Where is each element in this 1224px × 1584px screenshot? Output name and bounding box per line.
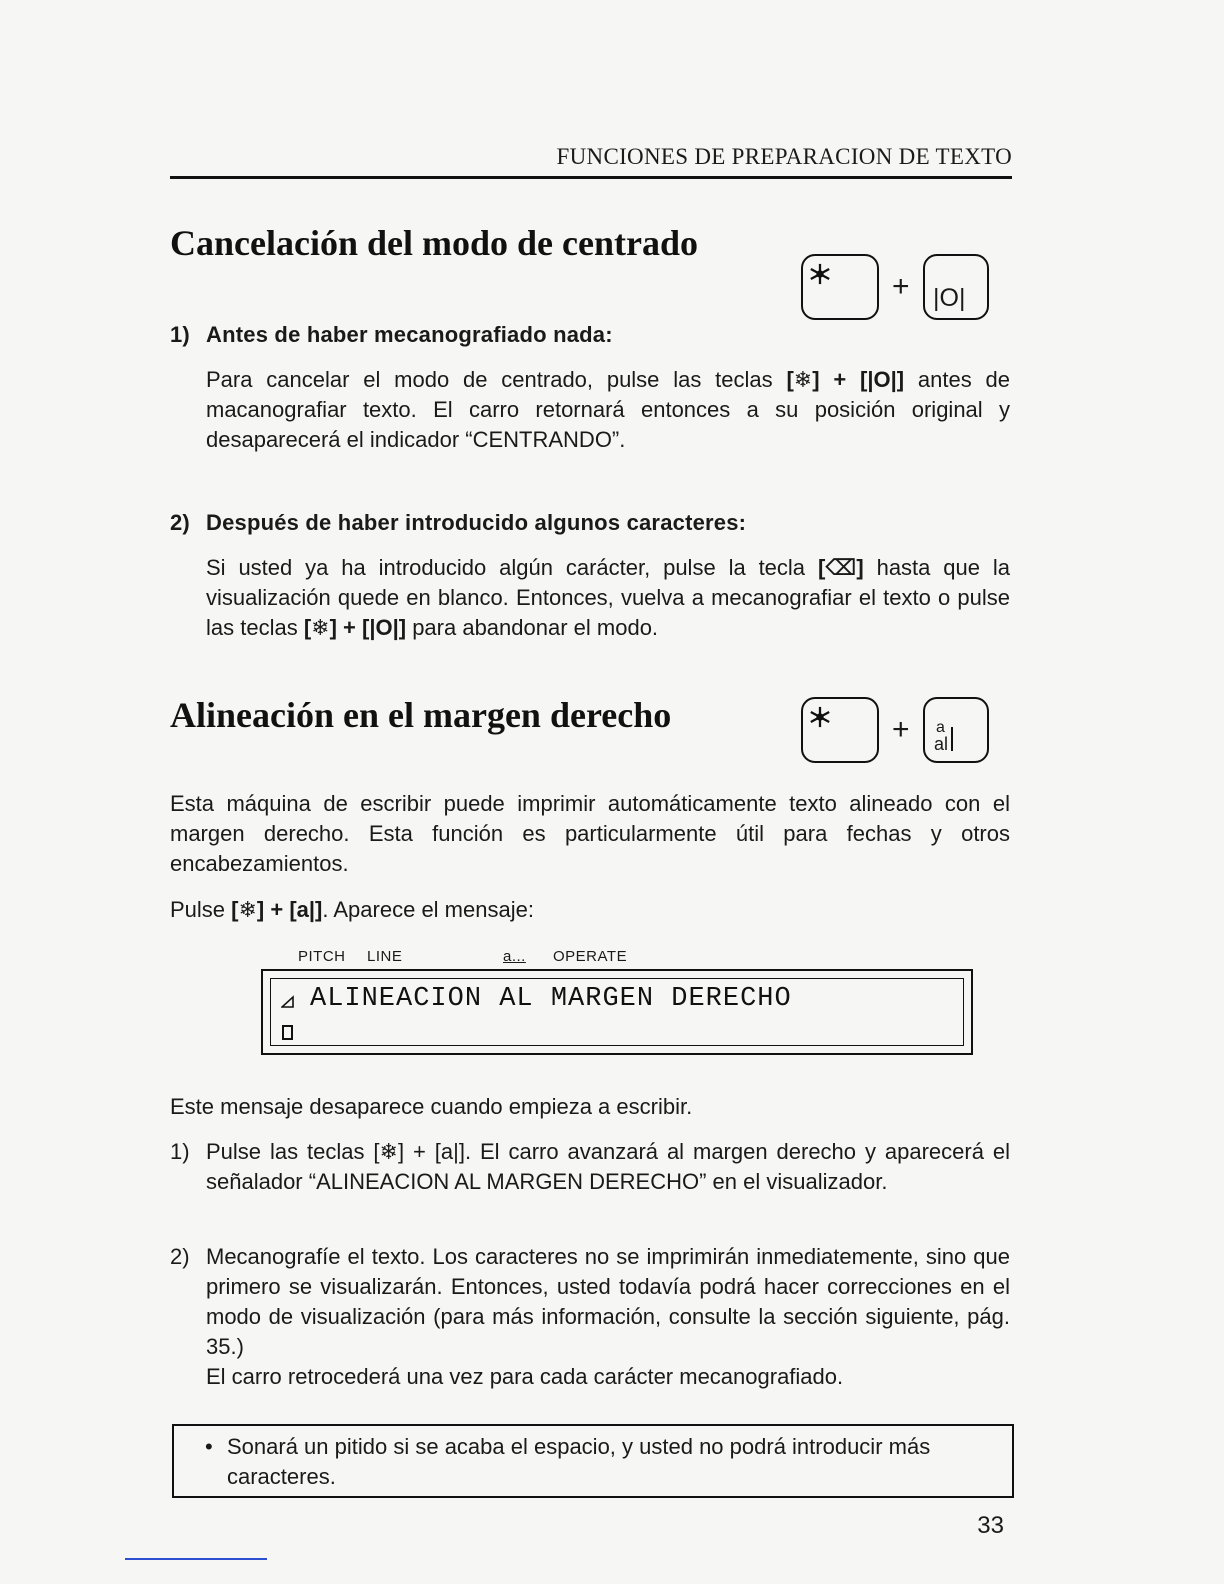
item1-text-a: Para cancelar el modo de centrado, pulse las teclas	[206, 367, 787, 392]
snowflake-icon	[809, 706, 831, 728]
list-item	[170, 1137, 1010, 1197]
snowflake-icon	[809, 263, 831, 285]
item2-plus: +	[336, 615, 362, 640]
step2-number: 2)	[170, 1244, 190, 1269]
right-align-intro: Esta máquina de escribir puede imprimir automáticamente texto alineado con el margen derecho. Esta función es particularmente útil para fechas y otros encabezamientos.	[170, 791, 1010, 876]
item2-text-c: para abandonar el modo.	[406, 615, 659, 640]
note-text	[205, 1432, 1005, 1492]
after-display-text: Este mensaje desaparece cuando empieza a escribir.	[170, 1094, 693, 1119]
item1-heading-text: Antes de haber mecanografiado nada:	[206, 322, 613, 347]
bottom-rule	[125, 1558, 267, 1560]
list-item	[170, 1242, 1010, 1392]
press-key-align: [a|]	[289, 897, 323, 922]
lcd-caption-pitch: PITCH	[298, 948, 346, 965]
align-key-label-bottom: al	[934, 734, 949, 754]
item1-text-b: antes de macanografiar texto. El carro retornará entonces a su posición original y desaparecerá el indicador “CENTRANDO”.	[206, 367, 1010, 452]
plus-sign: +	[892, 270, 910, 303]
align-key-bar	[951, 727, 953, 751]
item2-key-delete: [⌫]	[817, 555, 864, 580]
item2-text-b: hasta que la visualización quede en blanco. Entonces, vuelva a mecanografiar el texto o pulse las teclas	[206, 555, 1010, 640]
align-key	[923, 697, 989, 763]
step1-text: Pulse las teclas [❄] + [a|]. El carro avanzará al margen derecho y aparecerá el señalador “ALINEACION AL MARGEN DERECHO” en el visualizador.	[206, 1139, 1010, 1194]
item2-key-code: [❄]	[303, 615, 337, 640]
plus-sign-2: +	[892, 713, 910, 746]
right-align-indicator-icon	[281, 993, 295, 1014]
lcd-message: ALINEACION AL MARGEN DERECHO	[310, 984, 792, 1014]
center-key-label: |O|	[933, 284, 966, 312]
page-number: 33	[977, 1512, 1004, 1539]
press-text-a: Pulse	[170, 897, 232, 922]
item2-number: 2)	[170, 510, 190, 535]
lcd-cursor	[282, 1025, 293, 1040]
code-key-2	[801, 697, 879, 763]
item2-paragraph	[206, 553, 1010, 643]
item2-key-center: [|O|]	[362, 615, 407, 640]
lcd-caption-line: LINE	[367, 948, 403, 965]
lcd-caption-operate: OPERATE	[553, 948, 628, 965]
item2-text-a: Si usted ya ha introducido algún carácter, pulse la tecla	[206, 555, 818, 580]
press-text-b: . Aparece el mensaje:	[322, 897, 534, 922]
center-key	[923, 254, 989, 320]
press-key-code: [❄]	[231, 897, 265, 922]
item1-paragraph	[206, 365, 1010, 455]
item1-heading	[170, 322, 613, 348]
item1-key-code: [❄]	[786, 367, 820, 392]
step2-text2: El carro retrocederá una vez para cada carácter mecanografiado.	[206, 1364, 844, 1389]
code-key	[801, 254, 879, 320]
section-title-centering-cancel: Cancelación del modo de centrado	[170, 223, 698, 263]
item1-plus: +	[819, 367, 861, 392]
step2-text: Mecanografíe el texto. Los caracteres no se imprimirán inmediatemente, sino que primero se visualizarán. Entonces, usted todavía podrá hacer correcciones en el modo de visualización (para más información, consulte la sección siguiente, pág. 35.)	[206, 1244, 1010, 1359]
item2-heading	[170, 510, 746, 536]
align-key-label-top: a	[936, 719, 945, 736]
header-rule	[170, 176, 1012, 179]
step1-number: 1)	[170, 1139, 190, 1164]
press-plus: +	[264, 897, 290, 922]
bullet: •	[205, 1434, 213, 1459]
press-instruction	[170, 895, 1010, 925]
item2-heading-text: Después de haber introducido algunos caracteres:	[206, 510, 747, 535]
note-content: Sonará un pitido si se acaba el espacio, y usted no podrá introducir más caracteres.	[227, 1434, 931, 1489]
item1-number: 1)	[170, 322, 190, 347]
item1-key-center: [|O|]	[860, 367, 905, 392]
running-header: FUNCIONES DE PREPARACION DE TEXTO	[556, 144, 1012, 169]
lcd-caption-a: a...	[503, 948, 526, 965]
section-title-right-align: Alineación en el margen derecho	[170, 695, 672, 735]
